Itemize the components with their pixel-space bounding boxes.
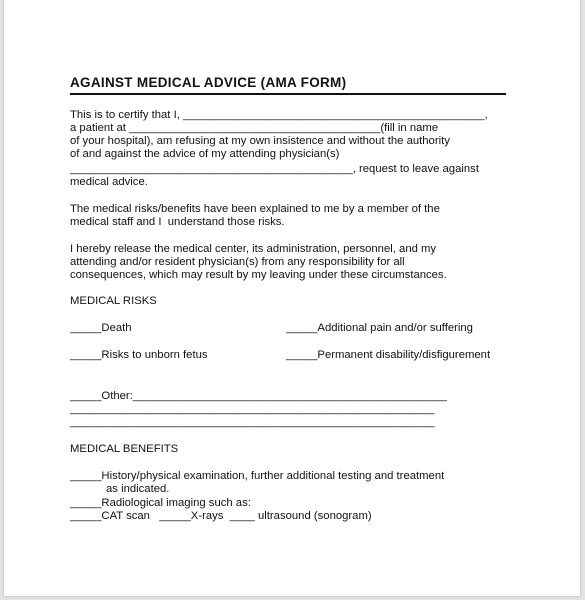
form-title: AGAINST MEDICAL ADVICE (AMA FORM) [70,75,506,95]
intro-line: This is to certify that I, ________________________________________________, [70,109,488,121]
release-line: consequences, which may result by my leaving under these circumstances. [70,269,447,281]
intro-line: _____________________________________________, request to leave against [70,163,479,175]
risk-other-line: _____Other:__________________________________________________ [70,390,447,402]
risks-explained-line: medical staff and I understand those risks. [70,216,285,228]
release-line: attending and/or resident physician(s) from any responsibility for all [70,256,405,268]
intro-line: of and against the advice of my attending physician(s) [70,148,340,160]
medical-benefits-heading: MEDICAL BENEFITS [70,443,179,455]
intro-line: of your hospital), am refusing at my own insistence and without the authority [70,135,450,147]
intro-line: medical advice. [70,176,148,188]
benefit-history-exam-continued: as indicated. [106,483,170,495]
risk-death: _____Death [70,322,132,334]
release-line: I hereby release the medical center, its administration, personnel, and my [70,243,437,255]
risk-other-blank-line: __________________________________________________________ [70,403,435,415]
benefit-radiological-imaging: _____Radiological imaging such as: [70,497,251,509]
risk-unborn-fetus: _____Risks to unborn fetus [70,349,208,361]
benefit-history-exam: _____History/physical examination, further additional testing and treatment [70,470,445,482]
risk-other-blank-line: __________________________________________________________ [70,416,435,428]
intro-line: a patient at ________________________________________(fill in name [70,122,439,134]
medical-risks-heading: MEDICAL RISKS [70,295,157,307]
risk-permanent-disability: _____Permanent disability/disfigurement [286,349,491,361]
benefit-imaging-modalities: _____CAT scan _____X-rays ____ ultrasound (sonogram) [70,510,372,522]
risk-pain-suffering: _____Additional pain and/or suffering [286,322,473,334]
risks-explained-line: The medical risks/benefits have been explained to me by a member of the [70,203,440,215]
